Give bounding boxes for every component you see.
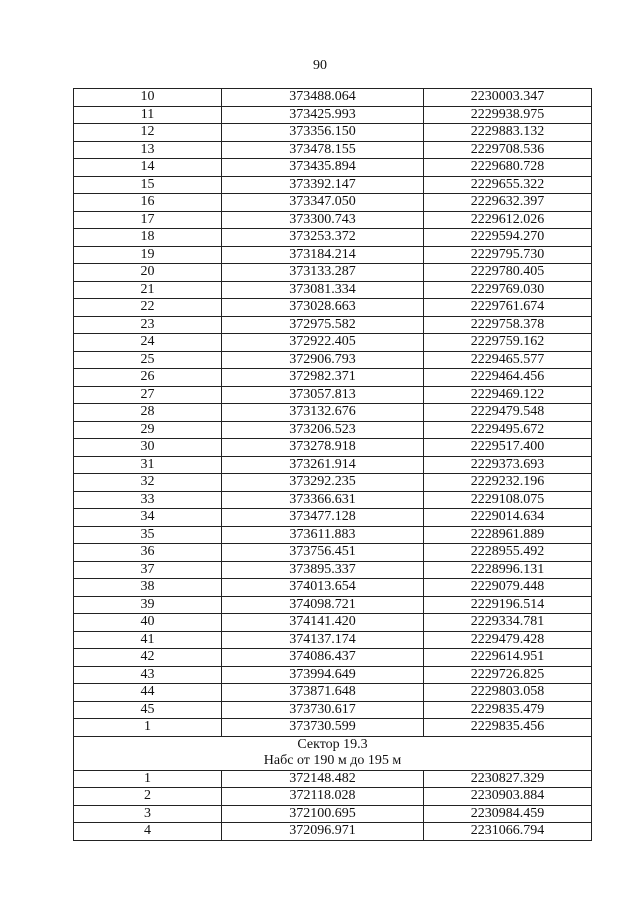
table-row	[74, 176, 592, 194]
y-coordinate-cell: 2229708.536	[424, 141, 592, 159]
table-row	[74, 211, 592, 229]
table-row	[74, 805, 592, 823]
table-row	[74, 421, 592, 439]
x-coordinate-cell: 373895.337	[222, 561, 424, 579]
table-row	[74, 701, 592, 719]
table-row	[74, 561, 592, 579]
x-coordinate-cell: 374141.420	[222, 614, 424, 632]
y-coordinate-cell: 2228955.492	[424, 544, 592, 562]
coordinates-table	[73, 88, 592, 841]
x-coordinate-cell: 373366.631	[222, 491, 424, 509]
point-number-cell: 20	[74, 264, 222, 282]
table-row	[74, 631, 592, 649]
point-number-cell: 14	[74, 159, 222, 177]
table-row	[74, 544, 592, 562]
table-row	[74, 194, 592, 212]
point-number-cell: 24	[74, 334, 222, 352]
point-number-cell: 39	[74, 596, 222, 614]
point-number-cell: 42	[74, 649, 222, 667]
x-coordinate-cell: 373392.147	[222, 176, 424, 194]
point-number-cell: 21	[74, 281, 222, 299]
x-coordinate-cell: 372118.028	[222, 788, 424, 806]
y-coordinate-cell: 2229803.058	[424, 684, 592, 702]
x-coordinate-cell: 373994.649	[222, 666, 424, 684]
x-coordinate-cell: 373756.451	[222, 544, 424, 562]
y-coordinate-cell: 2229835.456	[424, 719, 592, 737]
table-row	[74, 229, 592, 247]
x-coordinate-cell: 373477.128	[222, 509, 424, 527]
x-coordinate-cell: 373278.918	[222, 439, 424, 457]
y-coordinate-cell: 2229464.456	[424, 369, 592, 387]
x-coordinate-cell: 373206.523	[222, 421, 424, 439]
point-number-cell: 22	[74, 299, 222, 317]
x-coordinate-cell: 373057.813	[222, 386, 424, 404]
point-number-cell: 26	[74, 369, 222, 387]
x-coordinate-cell: 372100.695	[222, 805, 424, 823]
point-number-cell: 38	[74, 579, 222, 597]
y-coordinate-cell: 2229612.026	[424, 211, 592, 229]
x-coordinate-cell: 374098.721	[222, 596, 424, 614]
point-number-cell: 12	[74, 124, 222, 142]
table-row	[74, 788, 592, 806]
x-coordinate-cell: 372906.793	[222, 351, 424, 369]
section-header-row	[74, 736, 592, 770]
point-number-cell: 17	[74, 211, 222, 229]
x-coordinate-cell: 373300.743	[222, 211, 424, 229]
table-row	[74, 526, 592, 544]
table-row	[74, 404, 592, 422]
table-row	[74, 439, 592, 457]
point-number-cell: 29	[74, 421, 222, 439]
y-coordinate-cell: 2229938.975	[424, 106, 592, 124]
y-coordinate-cell: 2229632.397	[424, 194, 592, 212]
x-coordinate-cell: 374086.437	[222, 649, 424, 667]
x-coordinate-cell: 372982.371	[222, 369, 424, 387]
y-coordinate-cell: 2230984.459	[424, 805, 592, 823]
y-coordinate-cell: 2229196.514	[424, 596, 592, 614]
x-coordinate-cell: 372922.405	[222, 334, 424, 352]
section-title: Сектор 19.3	[297, 736, 368, 752]
y-coordinate-cell: 2230903.884	[424, 788, 592, 806]
point-number-cell: 45	[74, 701, 222, 719]
table-row	[74, 141, 592, 159]
x-coordinate-cell: 372148.482	[222, 770, 424, 788]
x-coordinate-cell: 373611.883	[222, 526, 424, 544]
y-coordinate-cell: 2229795.730	[424, 246, 592, 264]
section-header-group	[74, 736, 592, 770]
x-coordinate-cell: 373292.235	[222, 474, 424, 492]
x-coordinate-cell: 373133.287	[222, 264, 424, 282]
y-coordinate-cell: 2229232.196	[424, 474, 592, 492]
y-coordinate-cell: 2229479.548	[424, 404, 592, 422]
table-row	[74, 509, 592, 527]
x-coordinate-cell: 374013.654	[222, 579, 424, 597]
y-coordinate-cell: 2231066.794	[424, 823, 592, 841]
y-coordinate-cell: 2228961.889	[424, 526, 592, 544]
point-number-cell: 44	[74, 684, 222, 702]
table-row	[74, 316, 592, 334]
point-number-cell: 36	[74, 544, 222, 562]
point-number-cell: 27	[74, 386, 222, 404]
x-coordinate-cell: 373028.663	[222, 299, 424, 317]
table-row	[74, 369, 592, 387]
point-number-cell: 1	[74, 770, 222, 788]
x-coordinate-cell: 373425.993	[222, 106, 424, 124]
point-number-cell: 11	[74, 106, 222, 124]
y-coordinate-cell: 2230003.347	[424, 89, 592, 107]
table-row	[74, 579, 592, 597]
x-coordinate-cell: 373871.648	[222, 684, 424, 702]
y-coordinate-cell: 2229726.825	[424, 666, 592, 684]
section-header-cell	[74, 736, 592, 770]
x-coordinate-cell: 373132.676	[222, 404, 424, 422]
y-coordinate-cell: 2229614.951	[424, 649, 592, 667]
table-row	[74, 281, 592, 299]
page-number: 90	[313, 58, 327, 73]
point-number-cell: 16	[74, 194, 222, 212]
y-coordinate-cell: 2229079.448	[424, 579, 592, 597]
x-coordinate-cell: 373184.214	[222, 246, 424, 264]
point-number-cell: 1	[74, 719, 222, 737]
table-row	[74, 666, 592, 684]
y-coordinate-cell: 2229014.634	[424, 509, 592, 527]
point-number-cell: 41	[74, 631, 222, 649]
table-row	[74, 124, 592, 142]
y-coordinate-cell: 2229759.162	[424, 334, 592, 352]
table-body-bottom	[74, 770, 592, 840]
y-coordinate-cell: 2229479.428	[424, 631, 592, 649]
point-number-cell: 4	[74, 823, 222, 841]
y-coordinate-cell: 2228996.131	[424, 561, 592, 579]
x-coordinate-cell: 372096.971	[222, 823, 424, 841]
point-number-cell: 13	[74, 141, 222, 159]
table-row	[74, 596, 592, 614]
table-row	[74, 351, 592, 369]
table-row	[74, 299, 592, 317]
point-number-cell: 43	[74, 666, 222, 684]
point-number-cell: 28	[74, 404, 222, 422]
table-row	[74, 614, 592, 632]
point-number-cell: 10	[74, 89, 222, 107]
point-number-cell: 15	[74, 176, 222, 194]
y-coordinate-cell: 2229373.693	[424, 456, 592, 474]
table-row	[74, 246, 592, 264]
table-row	[74, 159, 592, 177]
y-coordinate-cell: 2229758.378	[424, 316, 592, 334]
table-row	[74, 456, 592, 474]
y-coordinate-cell: 2229594.270	[424, 229, 592, 247]
y-coordinate-cell: 2229761.674	[424, 299, 592, 317]
point-number-cell: 40	[74, 614, 222, 632]
x-coordinate-cell: 373478.155	[222, 141, 424, 159]
y-coordinate-cell: 2229680.728	[424, 159, 592, 177]
y-coordinate-cell: 2229517.400	[424, 439, 592, 457]
point-number-cell: 3	[74, 805, 222, 823]
y-coordinate-cell: 2229495.672	[424, 421, 592, 439]
table-row	[74, 264, 592, 282]
section-subtitle: Набс от 190 м до 195 м	[263, 753, 402, 768]
point-number-cell: 25	[74, 351, 222, 369]
y-coordinate-cell: 2229469.122	[424, 386, 592, 404]
x-coordinate-cell: 373261.914	[222, 456, 424, 474]
table-row	[74, 719, 592, 737]
table-row	[74, 106, 592, 124]
point-number-cell: 31	[74, 456, 222, 474]
point-number-cell: 2	[74, 788, 222, 806]
table-row	[74, 649, 592, 667]
table-row	[74, 770, 592, 788]
x-coordinate-cell: 373730.599	[222, 719, 424, 737]
x-coordinate-cell: 374137.174	[222, 631, 424, 649]
point-number-cell: 30	[74, 439, 222, 457]
point-number-cell: 35	[74, 526, 222, 544]
y-coordinate-cell: 2229334.781	[424, 614, 592, 632]
table-row	[74, 89, 592, 107]
table-row	[74, 491, 592, 509]
point-number-cell: 37	[74, 561, 222, 579]
x-coordinate-cell: 373730.617	[222, 701, 424, 719]
table-row	[74, 386, 592, 404]
x-coordinate-cell: 373081.334	[222, 281, 424, 299]
y-coordinate-cell: 2229769.030	[424, 281, 592, 299]
y-coordinate-cell: 2229108.075	[424, 491, 592, 509]
table-row	[74, 334, 592, 352]
point-number-cell: 18	[74, 229, 222, 247]
x-coordinate-cell: 373253.372	[222, 229, 424, 247]
table-row	[74, 823, 592, 841]
y-coordinate-cell: 2229655.322	[424, 176, 592, 194]
x-coordinate-cell: 373356.150	[222, 124, 424, 142]
y-coordinate-cell: 2229780.405	[424, 264, 592, 282]
x-coordinate-cell: 373488.064	[222, 89, 424, 107]
x-coordinate-cell: 372975.582	[222, 316, 424, 334]
table-row	[74, 684, 592, 702]
point-number-cell: 33	[74, 491, 222, 509]
x-coordinate-cell: 373347.050	[222, 194, 424, 212]
y-coordinate-cell: 2229465.577	[424, 351, 592, 369]
y-coordinate-cell: 2230827.329	[424, 770, 592, 788]
point-number-cell: 32	[74, 474, 222, 492]
point-number-cell: 23	[74, 316, 222, 334]
point-number-cell: 19	[74, 246, 222, 264]
y-coordinate-cell: 2229835.479	[424, 701, 592, 719]
y-coordinate-cell: 2229883.132	[424, 124, 592, 142]
x-coordinate-cell: 373435.894	[222, 159, 424, 177]
table-body-top	[74, 89, 592, 737]
point-number-cell: 34	[74, 509, 222, 527]
table-row	[74, 474, 592, 492]
